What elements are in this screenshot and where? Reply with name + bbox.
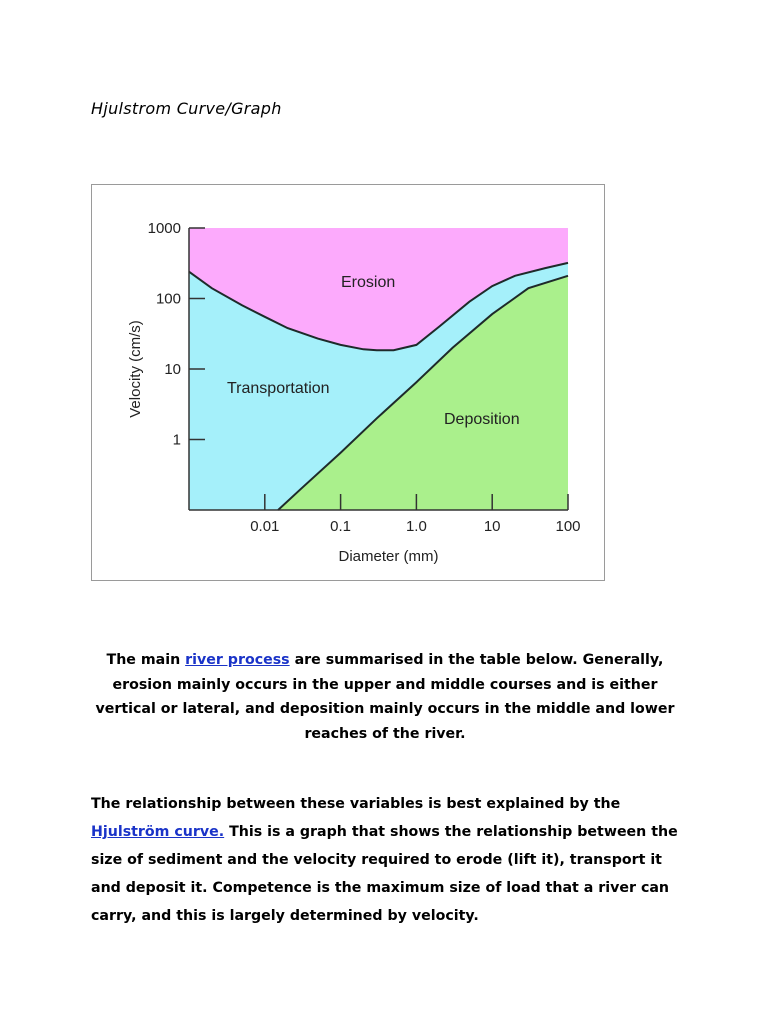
para2-text: This is a graph that shows the relationship between the size of sediment and the velocity required to erode (lift it), transport it and deposit it. Competence is the maximum size of load that a river can carry, and this is largely determined by velocity. <box>91 824 678 924</box>
paragraph-hjulstrom <box>91 790 691 930</box>
hjulstrom-chart <box>92 185 603 579</box>
paragraph-river-process <box>86 648 684 746</box>
x-tick-label: 100 <box>555 518 581 535</box>
para1-text-end: are summarised in the table below. Generally, erosion mainly occurs in the upper and middle courses and is either vertical or lateral, and deposition mainly occurs in the middle and lower reaches of the river. <box>95 652 675 742</box>
x-tick-label: 0.1 <box>330 518 352 535</box>
para2-intro: The relationship between these variables is best explained by the <box>91 796 621 812</box>
y-tick-label: 10 <box>164 361 181 378</box>
x-tick-label: 10 <box>483 518 501 535</box>
hjulstrom-curve-link[interactable]: Hjulström curve. <box>91 824 225 840</box>
y-axis-label: Velocity (cm/s) <box>127 320 144 418</box>
transportation-label: Transportation <box>227 380 330 397</box>
x-tick-label: 1.0 <box>405 518 427 535</box>
x-axis-label: Diameter (mm) <box>338 548 439 565</box>
x-tick-label: 0.01 <box>250 518 280 535</box>
y-tick-label: 1000 <box>147 220 181 237</box>
hjulstrom-figure <box>91 184 605 581</box>
page-title: Hjulstrom Curve/Graph <box>91 99 282 118</box>
para1-text-start: The main <box>106 652 186 668</box>
y-tick-label: 1 <box>172 431 181 449</box>
river-process-link[interactable]: river process <box>185 652 290 668</box>
y-tick-label: 100 <box>155 290 181 308</box>
deposition-label: Deposition <box>444 411 520 428</box>
erosion-label: Erosion <box>341 274 396 291</box>
